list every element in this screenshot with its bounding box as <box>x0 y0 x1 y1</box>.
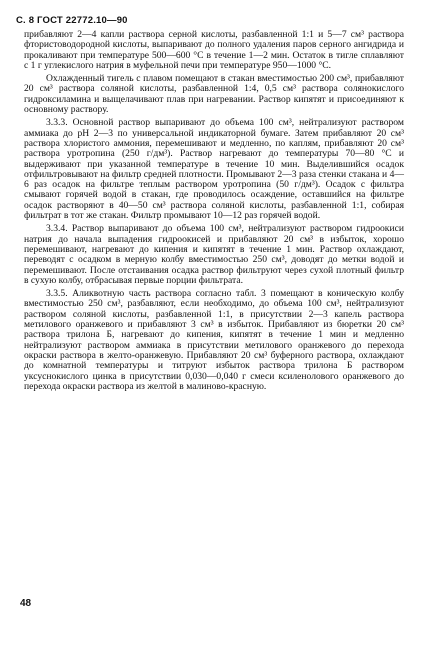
page-header: С. 8 ГОСТ 22772.10—90 <box>16 15 128 26</box>
paragraph: Охлажденный тигель с плавом помещают в стакан вместимостью 200 см³, прибавляют 20 см³ раствора соляной кислоты, разбавленной 1:4, 0,5 см³ раствора солянокислого гидроксиламина и выщелачивают плав при нагревании. Раствор кипятят и присоединяют к основному раствору. <box>24 73 404 116</box>
page-number: 48 <box>20 598 32 609</box>
body-text <box>24 30 404 392</box>
paragraph-3-3-4: 3.3.4. Раствор выпаривают до объема 100 см³, нейтрализуют раствором гидроокиси натрия до начала выпадения гидроокисей и прибавляют 20 см³ в избыток, хорошо перемешивают, нагревают до кипения и кипятят в течение 1 мин. Раствор охлаждают, переводят с осадком в мерную колбу вместимостью 250 см³, доводят до метки водой и перемешивают. После отстаивания осадка раствор фильтруют через сухой плотный фильтр в сухую колбу, отбрасывая первые порции фильтрата. <box>24 223 404 286</box>
paragraph-3-3-5: 3.3.5. Аликвотную часть раствора согласно табл. 3 помещают в коническую колбу вместимостью 250 см³, разбавляют, если необходимо, до объема 100 см³, нейтрализуют раствором соляной кислоты, разбавленной 1:1, в присутствии 2—3 капель раствора метилового оранжевого и прибавляют 3 см³ в избыток. Прибавляют из бюретки 20 см³ раствора трилона Б, нагревают до кипения, кипятят в течение 1 мин и медленно нейтрализуют раствором аммиака в присутствии метилового оранжевого до перехода окраски раствора в желто-оранжевую. Прибавляют 20 см³ буферного раствора, охлаждают до комнатной температуры и титруют избыток раствора трилона Б раствором уксуснокислого цинка в присутствии 0,030—0,040 г смеси ксиленолового оранжевого до перехода окраски раствора из желтой в малиново-красную. <box>24 288 404 392</box>
paragraph-3-3-3: 3.3.3. Основной раствор выпаривают до объема 100 см³, нейтрализуют раствором аммиака до рН 2—3 по универсальной индикаторной бумаге. Затем прибавляют 20 см³ раствора хлористого аммония, перемешивают и медленно, по каплям, прибавляют 20 см³ раствора уротропина (250 г/дм³). Раствор нагревают до температуры 70—80 °С и выдерживают при указанной температуре в течение 10 мин. Выделившийся осадок отфильтровывают на фильтр средней плотности. Промывают 2—3 раза стенки стакана и 4—6 раз осадок на фильтре теплым раствором уротропина (50 г/дм³). Осадок с фильтра смывают горячей водой в стакан, где проводилось осаждение, оставшийся на фильтре осадок растворяют в 40—50 см³ раствора соляной кислоты, разбавленной 1:1, собирая фильтрат в тот же стакан. Фильтр промывают 10—12 раз горячей водой. <box>24 117 404 222</box>
paragraph: прибавляют 2—4 капли раствора серной кислоты, разбавленной 1:1 и 5—7 см³ раствора фтористоводородной кислоты, выпаривают до полного удаления паров серного ангидрида и прокаливают при температуре 500—600 °С в течение 1—2 мин. Остаток в тигле сплавляют с 1 г углекислого натрия в муфельной печи при температуре 950—1000 °С. <box>24 29 404 71</box>
